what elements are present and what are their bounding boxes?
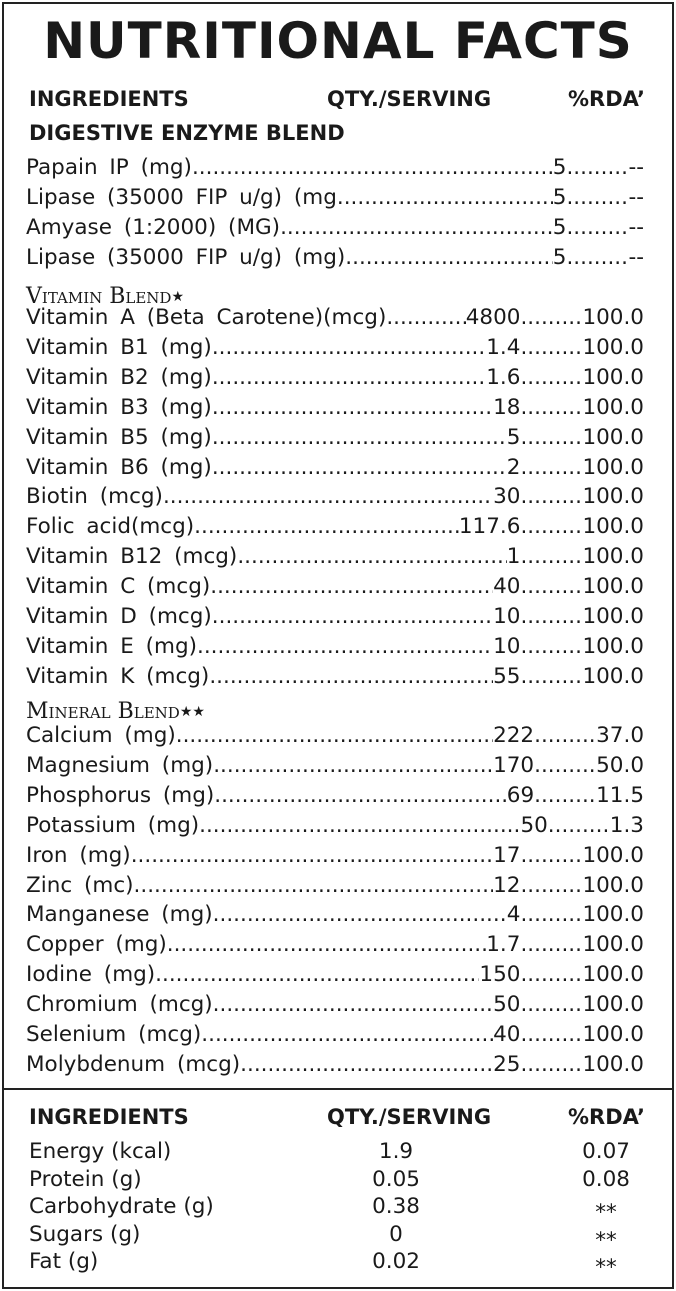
dot-leader [520,632,582,662]
dot-leader [240,1050,493,1080]
nutrient-qty: 5 [552,184,567,210]
nutrient-rda: ** [595,1200,617,1225]
dot-leader [520,602,582,632]
nutrient-name: Potassium (mg) [26,812,200,838]
table-row [26,662,644,692]
nutrient-rda: 100.0 [582,514,644,540]
nutrient-name: Calcium (mg) [26,723,176,748]
dot-leader [163,482,493,512]
nutrient-qty: 117.6 [458,514,521,540]
nutrient-name: Phosphorus (mg) [26,782,215,808]
nutrient-name: Energy (kcal) [29,1139,172,1164]
nutrient-qty: 4800 [465,305,521,330]
nutrient-qty: 0.05 [372,1166,420,1192]
nutrient-name: Vitamin B2 (mg) [26,364,212,390]
dot-leader [192,153,553,183]
page-title: NUTRITIONAL FACTS [43,12,633,70]
table-row [0,1248,676,1280]
nutrient-rda: -- [628,244,644,270]
dot-leader [213,751,493,781]
table-row [26,811,644,841]
nutrient-name: Chromium (mcg) [26,992,213,1018]
table-row [26,721,644,751]
dot-leader [520,572,582,602]
nutrient-qty: 5 [552,155,567,180]
nutrient-qty: 5 [552,214,567,240]
nutrient-name: Folic acid(mcg) [26,514,195,540]
nutrient-name: Vitamin K (mcg) [26,663,210,689]
table-row [26,363,644,393]
nutrient-qty: 50 [520,812,548,838]
table-row [26,542,644,572]
nutrient-rda: 100.0 [582,364,644,390]
dot-leader [197,632,493,662]
table-row [26,153,644,183]
table-row [26,871,644,901]
nutrient-name: Fat (g) [29,1249,99,1274]
nutrient-rda: -- [628,214,644,240]
nutrient-name: Lipase (35000 FIP u/g) (mg) [26,244,346,270]
dot-leader [212,393,493,423]
header-rda: %RDA’ [568,87,645,111]
dot-leader [520,990,582,1020]
dot-leader [566,243,628,273]
table-row [26,333,644,363]
nutrient-name: Iodine (mg) [26,962,156,988]
dot-leader [280,213,553,243]
nutrient-name: Vitamin B1 (mg) [26,334,212,360]
table-row [0,1221,676,1253]
nutrient-rda: 100.0 [582,454,644,480]
nutrient-qty: 1.9 [378,1139,414,1164]
dot-leader [155,960,479,990]
table-row [26,930,644,960]
dot-leader [167,930,487,960]
nutrient-rda: 100.0 [582,962,644,988]
nutrient-name: Vitamin B12 (mcg) [26,544,238,570]
nutrient-qty: 1.4 [486,334,521,360]
nutrient-name: Biotin (mcg) [26,484,163,510]
nutrient-rda: 100.0 [582,872,644,898]
nutrient-qty: 4 [506,902,521,928]
dot-leader [520,482,582,512]
nutrient-rda: 100.0 [582,633,644,659]
nutrient-rda: 100.0 [582,334,644,360]
dot-leader [548,811,610,841]
dot-leader [194,512,459,542]
dot-leader [237,542,506,572]
vitamin-star-icon: ★ [171,289,185,305]
dot-leader [520,453,582,483]
nutrient-name: Papain IP (mg) [26,155,192,180]
table-row [0,1138,676,1166]
dot-leader [176,721,493,751]
table-row [0,1166,676,1194]
nutrient-qty: 25 [493,1051,521,1077]
dot-leader [131,841,493,871]
nutrient-rda: 1.3 [609,812,644,838]
dot-leader [345,243,553,273]
nutrient-name: Lipase (35000 FIP u/g) (mg [26,184,337,210]
dot-leader [212,333,486,363]
nutrient-qty: 0.38 [372,1194,420,1219]
dot-leader [213,990,493,1020]
nutrient-qty: 150 [479,962,521,988]
nutrient-qty: 5 [506,424,521,450]
mineral-section-label: Mineral Blend [26,699,180,724]
table-row [26,512,644,542]
dot-leader [210,572,493,602]
dot-leader [214,781,507,811]
dot-leader [520,393,582,423]
nutrient-rda: 100.0 [582,663,644,689]
nutrient-name: Vitamin A (Beta Carotene)(mcg) [26,305,387,330]
table-row [26,1050,644,1080]
table-row [26,572,644,602]
table-row [26,303,644,333]
table-row [26,781,644,811]
nutrient-name: Vitamin C (mcg) [26,574,211,600]
table-row [26,602,644,632]
nutrient-name: Vitamin D (mcg) [26,604,212,629]
nutrient-qty: 5 [552,244,567,270]
nutrient-rda: 50.0 [596,752,644,778]
mineral-section-title [26,701,205,723]
table-row [26,900,644,930]
nutrient-qty: 40 [493,1022,521,1047]
bottom-header-ingredients: INGREDIENTS [29,1105,189,1129]
nutrient-qty: 1.7 [486,932,521,958]
dot-leader [520,542,582,572]
nutrient-qty: 30 [493,484,521,510]
mineral-star-icon: ★★ [179,704,205,720]
nutrient-name: Amyase (1:2000) (MG) [26,214,281,240]
nutrient-name: Manganese (mg) [26,902,213,928]
table-row [26,751,644,781]
table-row [0,1193,676,1225]
nutrient-name: Vitamin E (mg) [26,633,197,659]
nutrient-qty: 170 [493,752,535,778]
dot-leader [534,751,596,781]
header-qty: QTY./SERVING [327,87,492,111]
nutrient-rda: 100.0 [582,394,644,420]
nutrient-qty: 69 [506,782,535,808]
bottom-header-rda: %RDA’ [568,1105,645,1129]
table-row [26,841,644,871]
nutrient-name: Protein (g) [29,1166,142,1192]
nutrient-rda: ** [595,1227,617,1253]
dot-leader [212,363,486,393]
enzyme-section-title: DIGESTIVE ENZYME BLEND [29,121,345,145]
table-row [26,482,644,512]
dot-leader [199,811,520,841]
nutrient-qty: 10 [493,633,521,659]
nutrient-name: Copper (mg) [26,932,167,958]
nutrient-qty: 0.02 [372,1249,420,1274]
nutrient-name: Iron (mg) [26,842,131,868]
dot-leader [386,303,465,333]
nutrient-qty: 12 [493,872,521,898]
nutrient-name: Magnesium (mg) [26,752,214,778]
dot-leader [212,602,493,632]
dot-leader [520,841,582,871]
nutrient-rda: 0.08 [582,1166,630,1192]
dot-leader [520,512,582,542]
dot-leader [534,721,596,751]
bottom-header-qty: QTY./SERVING [327,1105,492,1129]
table-row [26,423,644,453]
dot-leader [520,303,582,333]
dot-leader [520,900,582,930]
dot-leader [566,213,628,243]
nutrient-rda: -- [628,184,644,210]
dot-leader [213,900,507,930]
table-row [26,183,644,213]
nutrient-qty: 0 [389,1221,403,1247]
nutrient-rda: 100.0 [582,902,644,928]
table-row [26,960,644,990]
table-row [26,1020,644,1050]
nutrient-qty: 1 [506,544,521,570]
nutrient-rda: 37.0 [596,723,644,748]
table-row [26,393,644,423]
nutrient-rda: 100.0 [582,1022,644,1047]
nutrient-qty: 40 [493,574,521,600]
dot-leader [201,1020,493,1050]
dot-leader [566,183,628,213]
nutrient-name: Vitamin B6 (mg) [26,454,212,480]
nutrient-rda: 0.07 [582,1139,630,1164]
nutrient-rda: 100.0 [582,424,644,450]
nutrient-qty: 222 [493,723,535,748]
nutrient-rda: 100.0 [582,484,644,510]
dot-leader [520,363,582,393]
dot-leader [520,662,582,692]
nutrient-rda: -- [628,155,644,180]
nutrient-qty: 1.6 [486,364,521,390]
dot-leader [212,423,507,453]
nutrient-qty: 2 [506,454,521,480]
nutrient-rda: 100.0 [582,574,644,600]
nutrient-name: Selenium (mcg) [26,1022,202,1047]
dot-leader [520,1020,582,1050]
table-row [26,632,644,662]
nutrient-rda: 100.0 [582,305,644,330]
dot-leader [566,153,628,183]
nutrient-rda: 100.0 [582,842,644,868]
nutrient-qty: 18 [493,394,521,420]
nutrient-name: Carbohydrate (g) [29,1194,214,1219]
nutrient-rda: 11.5 [596,782,644,808]
nutrient-rda: 100.0 [582,604,644,629]
nutrient-name: Vitamin B3 (mg) [26,394,212,420]
table-row [26,213,644,243]
table-row [26,453,644,483]
dot-leader [337,183,553,213]
nutrient-name: Sugars (g) [29,1221,141,1247]
dot-leader [520,871,582,901]
table-row [26,990,644,1020]
nutrient-qty: 10 [493,604,521,629]
dot-leader [520,333,582,363]
dot-leader [520,1050,582,1080]
nutrient-name: Molybdenum (mcg) [26,1051,241,1077]
nutrient-qty: 55 [493,663,521,689]
dot-leader [534,781,596,811]
dot-leader [212,453,507,483]
dot-leader [520,960,582,990]
dot-leader [520,930,582,960]
vitamin-section-label: Vitamin Blend [26,284,172,309]
dot-leader [520,423,582,453]
nutrient-name: Vitamin B5 (mg) [26,424,212,450]
dot-leader [209,662,493,692]
nutrient-rda: 100.0 [582,544,644,570]
nutrient-name: Zinc (mc) [26,872,134,898]
nutrient-qty: 17 [493,842,521,868]
dot-leader [134,871,494,901]
nutrient-qty: 50 [493,992,521,1018]
section-divider [2,1088,674,1090]
nutrient-rda: 100.0 [582,992,644,1018]
nutrient-rda: 100.0 [582,932,644,958]
header-ingredients: INGREDIENTS [29,87,189,111]
nutrient-rda: ** [595,1255,617,1280]
table-row [26,243,644,273]
nutrient-rda: 100.0 [582,1051,644,1077]
